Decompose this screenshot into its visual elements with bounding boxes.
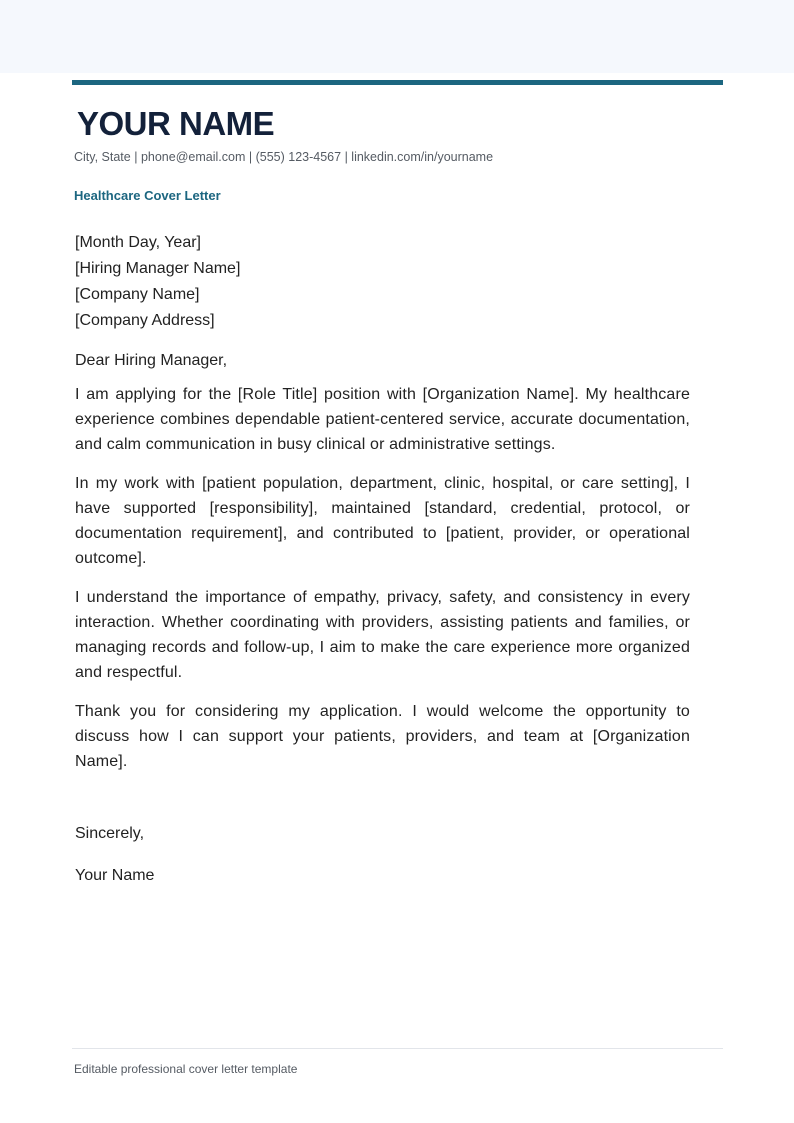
applicant-name: YOUR NAME bbox=[77, 105, 275, 142]
hiring-manager-name: [Hiring Manager Name] bbox=[75, 260, 241, 277]
contact-location: City, State bbox=[74, 150, 131, 164]
contact-line bbox=[74, 149, 493, 165]
body-paragraph: In my work with [patient population, department, clinic, hospital, or care setting], I have supported [responsibility], maintained [standard, credential, protocol, or documentation requirement], and contributed to [patient, provider, or operational outcome]. bbox=[75, 475, 690, 567]
body-paragraph: I understand the importance of empathy, privacy, safety, and consistency in every interaction. Whether coordinating with providers, assisting patients and families, or managing records and follow-up, I aim to make the care experience more organized and respectful. bbox=[75, 589, 690, 681]
body-paragraph: Thank you for considering my application. I would welcome the opportunity to discuss how I can support your patients, providers, and team at [Organization Name]. bbox=[75, 703, 690, 770]
closing: Sincerely, bbox=[75, 825, 145, 842]
contact-linkedin: linkedin.com/in/yourname bbox=[351, 150, 494, 164]
salutation: Dear Hiring Manager, bbox=[75, 352, 228, 369]
letter-body bbox=[75, 382, 690, 788]
signature-name: Your Name bbox=[75, 867, 155, 884]
contact-separator: | bbox=[248, 150, 253, 164]
contact-separator: | bbox=[344, 150, 348, 164]
contact-phone: (555) 123-4567 bbox=[255, 150, 342, 164]
recipient-block bbox=[75, 230, 240, 334]
company-address: [Company Address] bbox=[75, 312, 215, 329]
footer-note: Editable professional cover letter template bbox=[74, 1062, 298, 1076]
body-paragraph: I am applying for the [Role Title] position with [Organization Name]. My healthcare experience combines dependable patient-centered service, accurate documentation, and calm communication in busy clinical or administrative settings. bbox=[75, 386, 690, 453]
footer-divider bbox=[72, 1048, 723, 1049]
contact-separator: | bbox=[134, 150, 138, 164]
contact-email: phone@email.com bbox=[140, 150, 246, 164]
company-name: [Company Name] bbox=[75, 286, 200, 303]
header-accent-rule bbox=[72, 80, 723, 85]
top-band bbox=[0, 0, 794, 73]
letter-date: [Month Day, Year] bbox=[75, 234, 201, 251]
document-type-label: Healthcare Cover Letter bbox=[74, 188, 221, 203]
